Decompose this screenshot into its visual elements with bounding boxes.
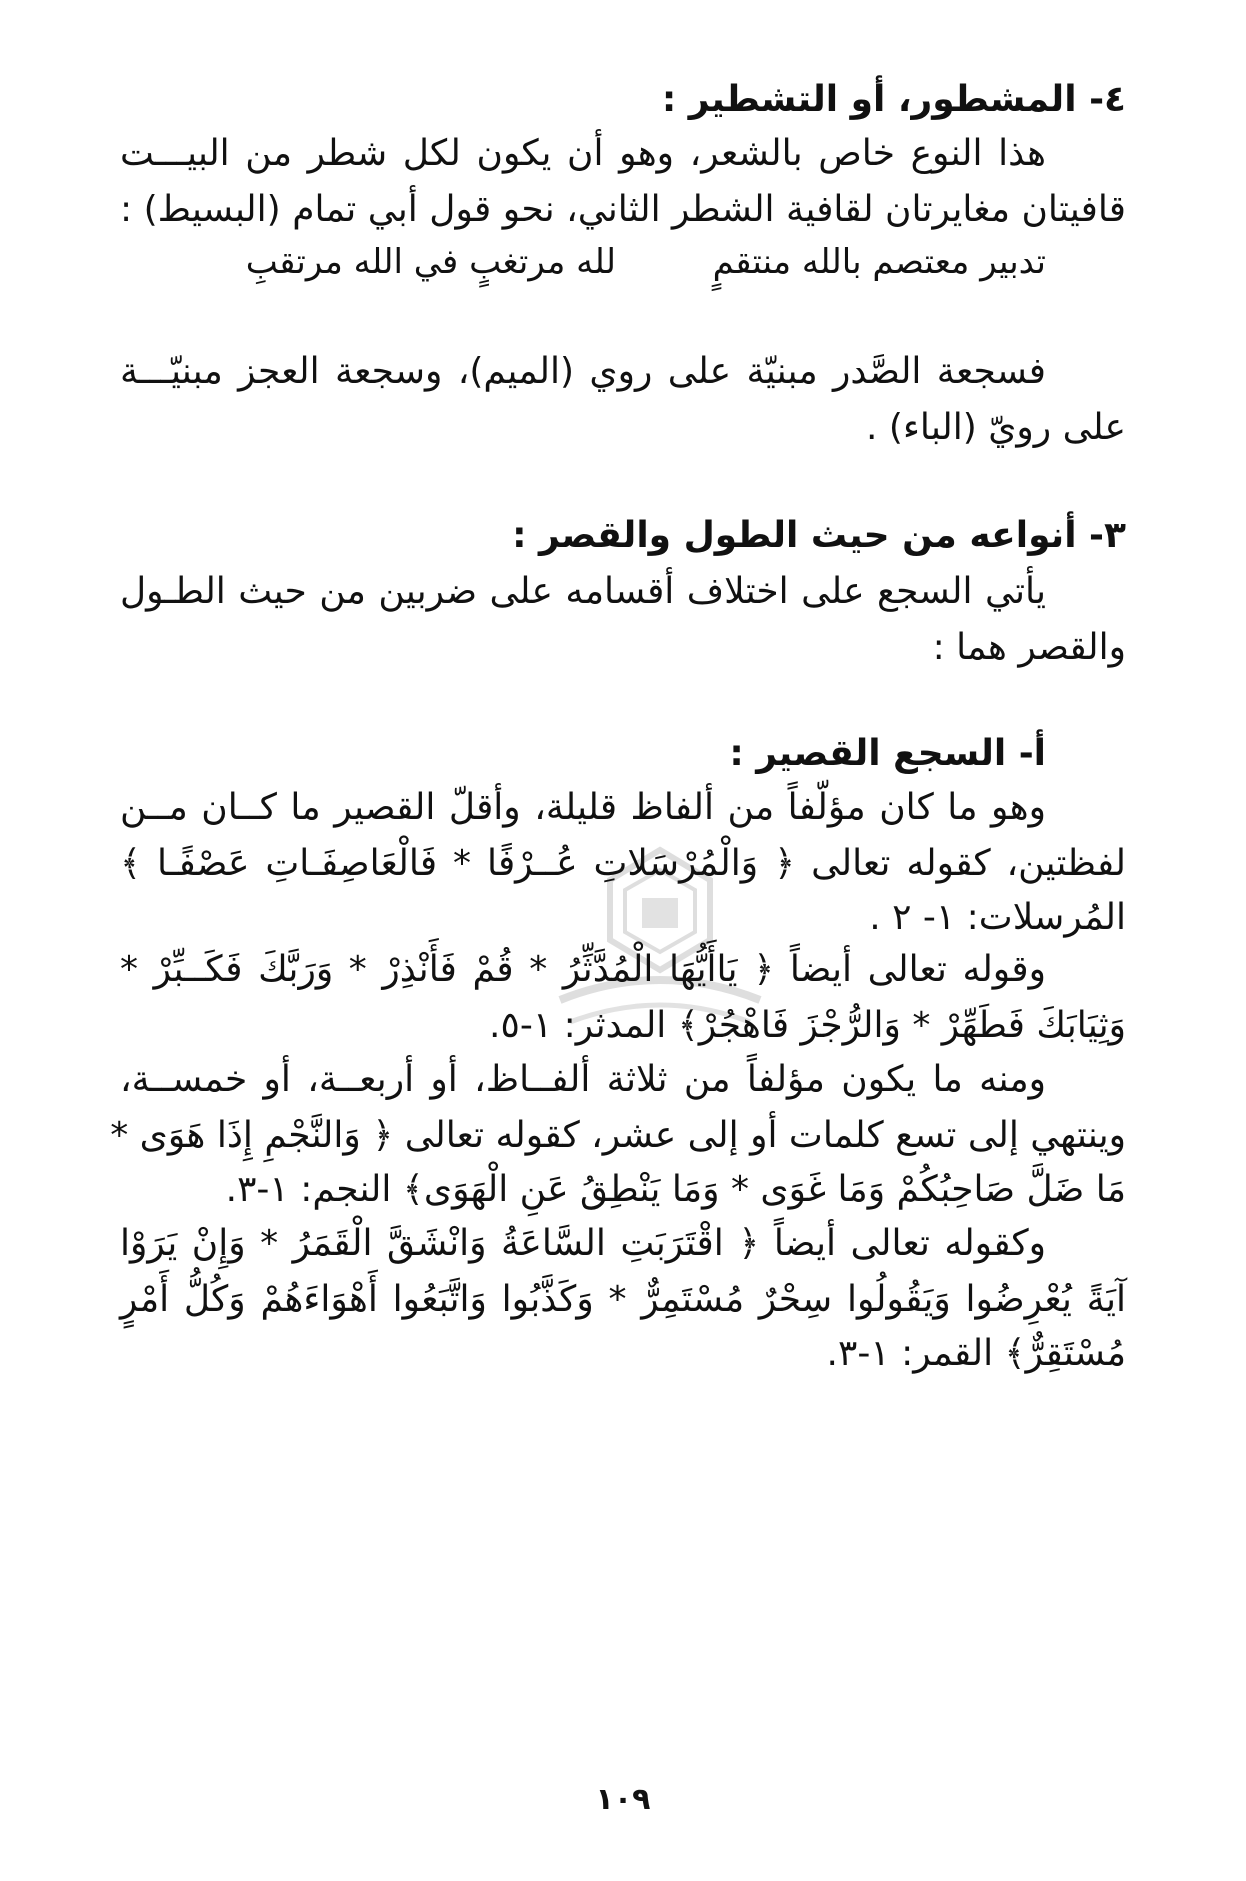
quran-quote-line: وَثِيَابَكَ فَطَهِّرْ * وَالرُّجْزَ فَاهْجُرْ﴾ المدثر: ١-٥. [489,1005,1126,1046]
paragraph-line: وهو ما كان مؤلّفاً من ألفاظ قليلة، وأقلّ القصير ما كــان مــن [120,787,1046,828]
paragraph-line: فسجعة الصَّدر مبنيّة على روي (الميم)، وسجعة العجز مبنيّـــة [120,351,1046,392]
subsection-heading-a: أ- السجع القصير : [729,733,1046,774]
quran-quote-line: وينتهي إلى تسع كلمات أو إلى عشر، كقوله تعالى ﴿ وَالنَّجْمِ إِذَا هَوَى * [110,1115,1126,1156]
quran-quote-line: لفظتين، كقوله تعالى ﴿ وَالْمُرْسَلاتِ عُــرْفًا * فَالْعَاصِفَـاتِ عَصْفًـا ﴾ [120,843,1126,884]
quran-quote-line: مُسْتَقِرٌّ﴾ القمر: ١-٣. [826,1333,1126,1374]
paragraph-line: على رويّ (الباء) . [866,407,1126,448]
poem-hemistich-second: لله مرتغبٍ في الله مرتقبِ [245,242,616,282]
paragraph-line: هذا النوع خاص بالشعر، وهو أن يكون لكل شطر من البيـــت [120,133,1046,174]
section-heading-4: ٤- المشطور، أو التشطير : [661,79,1126,120]
paragraph-line: ومنه ما يكون مؤلفاً من ثلاثة ألفــاظ، أو أربعــة، أو خمســة، [120,1059,1046,1100]
quran-quote-line: وقوله تعالى أيضاً ﴿ يَاأَيُّهَا الْمُدَّثِّرُ * قُمْ فَأَنْذِرْ * وَرَبَّكَ فَكَــبِّرْ * [120,949,1046,990]
paragraph-line: والقصر هما : [932,627,1126,668]
quran-quote-line: مَا ضَلَّ صَاحِبُكُمْ وَمَا غَوَى * وَمَا يَنْطِقُ عَنِ الْهَوَى﴾ النجم: ١-٣. [225,1169,1126,1210]
poem-hemistich-first: تدبير معتصم بالله منتقمٍ [712,242,1046,282]
section-heading-3: ٣- أنواعه من حيث الطول والقصر : [512,515,1126,556]
quran-quote-line: وكقوله تعالى أيضاً ﴿ اقْتَرَبَتِ السَّاعَةُ وَانْشَقَّ الْقَمَرُ * وَإِنْ يَرَوْا [120,1223,1046,1264]
page-number: ١٠٩ [595,1782,651,1817]
paragraph-line: قافيتان مغايرتان لقافية الشطر الثاني، نحو قول أبي تمام (البسيط) : [120,189,1126,230]
citation-line: المُرسلات: ١- ٢ . [869,897,1126,938]
quran-quote-line: آيَةً يُعْرِضُوا وَيَقُولُوا سِحْرٌ مُسْتَمِرٌّ * وَكَذَّبُوا وَاتَّبَعُوا أَهْوَاءَهُمْ وَكُلُّ أَمْرٍ [120,1279,1126,1320]
paragraph-line: يأتي السجع على اختلاف أقسامه على ضربين من حيث الطـول [120,571,1046,612]
